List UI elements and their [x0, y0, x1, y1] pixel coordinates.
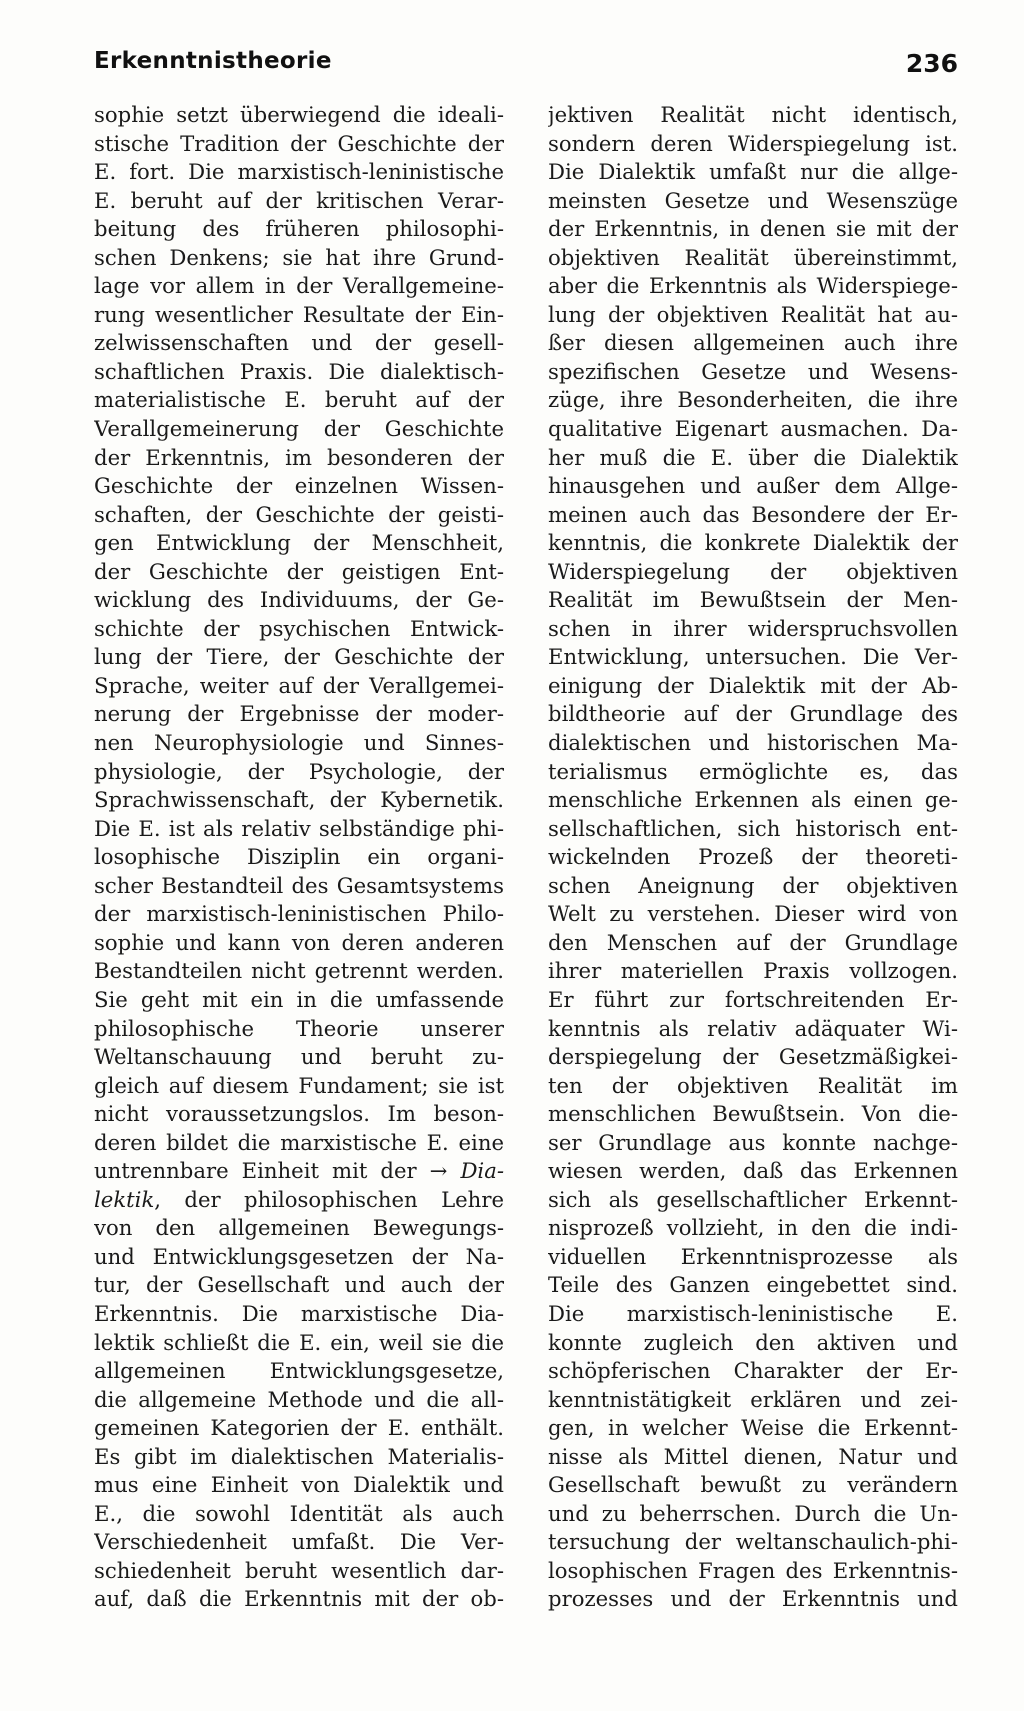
text-line: kenntnis, die konkrete Dialektik der	[548, 530, 958, 556]
page-number: 236	[905, 49, 958, 78]
text-line: spezifischen Gesetze und Wesens-	[548, 358, 958, 384]
text-line: nicht voraussetzungslos. Im beson-	[94, 1101, 504, 1127]
text-line: der marxistisch-leninistischen Philo-	[94, 901, 504, 927]
text-line: E., die sowohl Identität als auch	[94, 1500, 504, 1526]
text-line: stische Tradition der Geschichte der	[94, 130, 504, 156]
text-line: wiesen werden, daß das Erkennen	[548, 1158, 958, 1184]
text-line: der Erkenntnis, im besonderen der	[94, 444, 504, 470]
text-line: kenntnistätigkeit erklären und zei-	[548, 1386, 958, 1412]
text-line: ihrer materiellen Praxis vollzogen.	[548, 958, 958, 984]
text-line: menschlichen Bewußtsein. Von die-	[548, 1101, 958, 1127]
text-line: Widerspiegelung der objektiven	[548, 558, 958, 584]
text-line: und zu beherrschen. Durch die Un-	[548, 1500, 958, 1526]
text-line: hinausgehen und außer dem Allge-	[548, 473, 958, 499]
text-line: kenntnis als relativ adäquater Wi-	[548, 1015, 958, 1041]
text-line: untrennbare Einheit mit der → Dia-	[94, 1158, 504, 1184]
text-line: scher Bestandteil des Gesamtsystems	[94, 872, 504, 898]
text-line: züge, ihre Besonderheiten, die ihre	[548, 387, 958, 413]
text-line: terialismus ermöglichte es, das	[548, 758, 958, 784]
left-text-column	[94, 101, 504, 1614]
text-line: nisprozeß vollzieht, in den die indi-	[548, 1215, 958, 1241]
text-line: gemeinen Kategorien der E. enthält.	[94, 1415, 504, 1441]
text-line: aber die Erkenntnis als Widerspiege-	[548, 273, 958, 299]
text-line: materialistische E. beruht auf der	[94, 387, 504, 413]
text-line: meinsten Gesetze und Wesenszüge	[548, 187, 958, 213]
text-line: tersuchung der weltanschaulich-phi-	[548, 1529, 958, 1555]
text-line: lage vor allem in der Verallgemeine-	[94, 273, 504, 299]
text-line: nisse als Mittel dienen, Natur und	[548, 1443, 958, 1469]
text-line: dialektischen und historischen Ma-	[548, 730, 958, 756]
text-line: wickelnden Prozeß der theoreti-	[548, 844, 958, 870]
text-line: auf, daß die Erkenntnis mit der ob-	[94, 1586, 504, 1612]
text-line: ßer diesen allgemeinen auch ihre	[548, 330, 958, 356]
text-line: sich als gesellschaftlicher Erkennt-	[548, 1186, 958, 1212]
text-line: Sprache, weiter auf der Verallgemei-	[94, 672, 504, 698]
text-line: Realität im Bewußtsein der Men-	[548, 587, 958, 613]
text-line: schöpferischen Charakter der Er-	[548, 1358, 958, 1384]
text-line: Er führt zur fortschreitenden Er-	[548, 986, 958, 1012]
text-line: rung wesentlicher Resultate der Ein-	[94, 301, 504, 327]
text-line: schaften, der Geschichte der geisti-	[94, 501, 504, 527]
right-text-column	[548, 101, 958, 1614]
text-line: Sprachwissenschaft, der Kybernetik.	[94, 787, 504, 813]
text-line: der Geschichte der geistigen Ent-	[94, 558, 504, 584]
text-line: lektik, der philosophischen Lehre	[94, 1186, 504, 1212]
text-line: konnte zugleich den aktiven und	[548, 1329, 958, 1355]
text-line: viduellen Erkenntnisprozesse als	[548, 1243, 958, 1269]
text-line: sondern deren Widerspiegelung ist.	[548, 130, 958, 156]
text-line: Gesellschaft bewußt zu verändern	[548, 1472, 958, 1498]
text-line: sellschaftlichen, sich historisch ent-	[548, 815, 958, 841]
text-line: ser Grundlage aus konnte nachge-	[548, 1129, 958, 1155]
text-line: Erkenntnis. Die marxistische Dia-	[94, 1300, 504, 1326]
text-line: physiologie, der Psychologie, der	[94, 758, 504, 784]
text-line: her muß die E. über die Dialektik	[548, 444, 958, 470]
text-line: sophie setzt überwiegend die ideali-	[94, 102, 504, 127]
text-line: losophische Disziplin ein organi-	[94, 844, 504, 870]
text-line: derspiegelung der Gesetzmäßigkei-	[548, 1044, 958, 1070]
text-line: mus eine Einheit von Dialektik und	[94, 1472, 504, 1498]
text-line: schen Aneignung der objektiven	[548, 872, 958, 898]
text-line: zelwissenschaften und der gesell-	[94, 330, 504, 356]
text-line: menschliche Erkennen als einen ge-	[548, 787, 958, 813]
text-line: Geschichte der einzelnen Wissen-	[94, 473, 504, 499]
text-line: Verallgemeinerung der Geschichte	[94, 416, 504, 442]
text-line: und Entwicklungsgesetzen der Na-	[94, 1243, 504, 1269]
text-line: objektiven Realität übereinstimmt,	[548, 244, 958, 270]
text-line: lung der Tiere, der Geschichte der	[94, 644, 504, 670]
text-line: sophie und kann von deren anderen	[94, 929, 504, 955]
text-line: Die marxistisch-leninistische E.	[548, 1300, 958, 1326]
text-line: einigung der Dialektik mit der Ab-	[548, 672, 958, 698]
text-line: nerung der Ergebnisse der moder-	[94, 701, 504, 727]
text-line: nen Neurophysiologie und Sinnes-	[94, 730, 504, 756]
text-line: losophischen Fragen des Erkenntnis-	[548, 1557, 958, 1583]
text-line: meinen auch das Besondere der Er-	[548, 501, 958, 527]
text-line: den Menschen auf der Grundlage	[548, 929, 958, 955]
text-line: Welt zu verstehen. Dieser wird von	[548, 901, 958, 927]
text-line: Verschiedenheit umfaßt. Die Ver-	[94, 1529, 504, 1555]
text-line: Die Dialektik umfaßt nur die allge-	[548, 159, 958, 185]
text-line: schen in ihrer widerspruchsvollen	[548, 615, 958, 641]
text-line: lung der objektiven Realität hat au-	[548, 301, 958, 327]
text-line: gleich auf diesem Fundament; sie ist	[94, 1072, 504, 1098]
text-line: Bestandteilen nicht getrennt werden.	[94, 958, 504, 984]
text-line: Teile des Ganzen eingebettet sind.	[548, 1272, 958, 1298]
text-line: schiedenheit beruht wesentlich dar-	[94, 1557, 504, 1583]
text-line: allgemeinen Entwicklungsgesetze,	[94, 1358, 504, 1384]
text-line: lektik schließt die E. ein, weil sie die	[94, 1329, 504, 1355]
text-line: philosophische Theorie unserer	[94, 1015, 504, 1041]
text-line: gen, in welcher Weise die Erkennt-	[548, 1415, 958, 1441]
text-line: prozesses und der Erkenntnis und	[548, 1586, 958, 1612]
text-line: Es gibt im dialektischen Materialis-	[94, 1443, 504, 1469]
text-line: schen Denkens; sie hat ihre Grund-	[94, 244, 504, 270]
text-line: E. beruht auf der kritischen Verar-	[94, 187, 504, 213]
text-line: von den allgemeinen Bewegungs-	[94, 1215, 504, 1241]
text-line: Weltanschauung und beruht zu-	[94, 1044, 504, 1070]
text-line: beitung des früheren philosophi-	[94, 216, 504, 242]
running-head-title: Erkenntnistheorie	[94, 48, 332, 74]
text-line: Sie geht mit ein in die umfassende	[94, 986, 504, 1012]
text-line: gen Entwicklung der Menschheit,	[94, 530, 504, 556]
text-line: Die E. ist als relativ selbständige phi-	[94, 815, 504, 841]
text-line: Entwicklung, untersuchen. Die Ver-	[548, 644, 958, 670]
text-line: E. fort. Die marxistisch-leninistische	[94, 159, 504, 185]
text-line: qualitative Eigenart ausmachen. Da-	[548, 416, 958, 442]
text-line: deren bildet die marxistische E. eine	[94, 1129, 504, 1155]
text-line: bildtheorie auf der Grundlage des	[548, 701, 958, 727]
text-line: schichte der psychischen Entwick-	[94, 615, 504, 641]
text-line: tur, der Gesellschaft und auch der	[94, 1272, 504, 1298]
text-line: wicklung des Individuums, der Ge-	[94, 587, 504, 613]
text-line: der Erkenntnis, in denen sie mit der	[548, 216, 958, 242]
text-line: schaftlichen Praxis. Die dialektisch-	[94, 358, 504, 384]
text-line: ten der objektiven Realität im	[548, 1072, 958, 1098]
text-line: die allgemeine Methode und die all-	[94, 1386, 504, 1412]
text-line: jektiven Realität nicht identisch,	[548, 102, 958, 127]
